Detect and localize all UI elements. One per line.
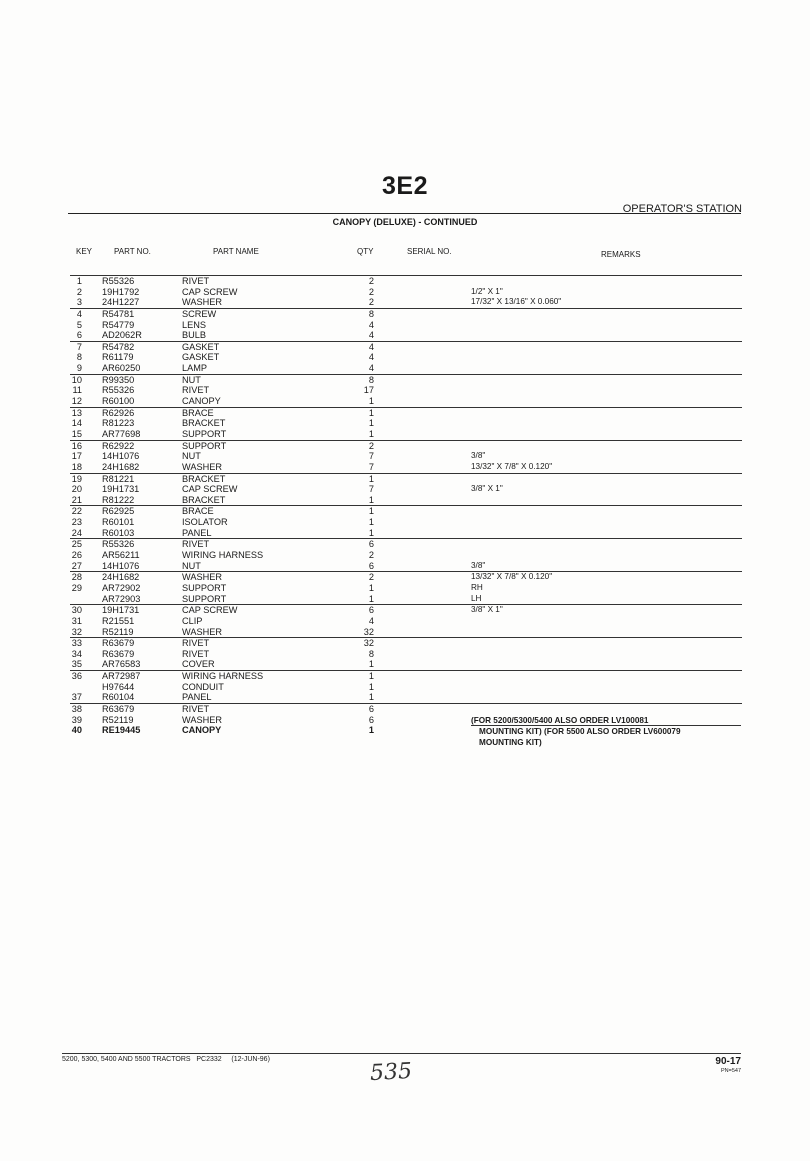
cell-qty: 1 [368,527,374,538]
cell-part-no: 24H1227 [102,297,140,308]
cell-part-no: H97644 [102,681,135,692]
cell-qty: 1 [368,681,374,692]
table-row [70,484,742,495]
cell-key: 9 [76,363,82,374]
cell-key: 4 [76,308,82,319]
cell-key: 5 [76,319,82,330]
cell-key: 19 [71,473,82,484]
footer-rule [62,1053,741,1054]
cell-key: 21 [71,494,82,505]
page-title: 3E2 [382,172,428,200]
cell-part-name: BULB [182,330,207,341]
cell-part-name: GASKET [182,341,220,352]
remarks-line: MOUNTING KIT) (FOR 5500 ALSO ORDER LV600079 [479,727,681,736]
cell-part-no: R52119 [102,626,134,637]
table-row [70,670,742,682]
cell-qty: 1 [368,593,374,604]
table-row [70,407,742,419]
section-name: OPERATOR'S STATION [622,203,742,215]
cell-part-no: 24H1682 [102,572,140,583]
cell-key: 27 [71,560,82,571]
cell-key: 33 [71,638,82,649]
table-row [70,517,742,528]
cell-part-no: R63679 [102,648,135,659]
remarks-line: (FOR 5200/5300/5400 ALSO ORDER LV100081 [471,716,649,725]
cell-qty: 1 [368,659,374,670]
cell-part-name: ISOLATOR [182,517,228,528]
table-row [70,275,742,287]
cell-key: 20 [71,484,82,495]
cell-part-name: WASHER [182,626,222,637]
cell-key: 30 [71,605,82,616]
cell-remarks: 1/2" X 1" [471,286,503,296]
cell-part-name: WASHER [182,461,222,472]
cell-part-no: 14H1076 [102,451,140,462]
table-row [70,637,742,649]
cell-key: 15 [71,428,82,439]
cell-part-name: SCREW [182,308,217,319]
cell-part-name: NUT [182,560,201,571]
cell-part-no: AD2062R [102,330,142,341]
cell-part-no: R81221 [102,473,135,484]
cell-qty: 2 [368,550,374,561]
cell-qty: 1 [368,506,374,517]
cell-qty: 1 [368,671,374,682]
cell-key: 23 [71,517,82,528]
table-row [70,363,742,374]
table-row [70,528,742,539]
table-row [70,616,742,627]
cell-part-name: SUPPORT [182,593,227,604]
cell-qty: 32 [363,626,374,637]
remarks-line: MOUNTING KIT) [479,738,542,747]
table-row [70,440,742,452]
cell-part-no: R61179 [102,352,134,363]
table-row [70,308,742,320]
cell-part-name: RIVET [182,539,210,550]
table-row [70,538,742,550]
table-row [70,505,742,517]
cell-part-name: PANEL [182,527,212,538]
table-row [70,418,742,429]
cell-remarks: RH [471,582,483,592]
cell-qty: 4 [368,615,374,626]
cell-part-no: R54779 [102,319,135,330]
cell-part-name: LAMP [182,363,208,374]
table-row [70,451,742,462]
cell-qty: 6 [368,714,374,725]
cell-part-no: R54781 [102,308,135,319]
cell-qty: 6 [368,539,374,550]
cell-key: 7 [76,341,82,352]
cell-qty: 1 [368,418,374,429]
cell-qty: 1 [368,428,374,439]
cell-remarks: 3/8" [471,560,486,570]
handwritten-note: 535 [369,1058,413,1087]
table-row [70,627,742,638]
cell-part-no: 19H1731 [102,605,140,616]
cell-part-name: NUT [182,374,201,385]
table-row [70,550,742,561]
parts-table [70,275,742,736]
cell-qty: 8 [368,648,374,659]
cell-part-no: AR72987 [102,671,141,682]
cell-key: 16 [71,440,82,451]
column-header-part-no: PART NO. [114,247,151,256]
cell-key: 1 [76,276,82,286]
cell-key: 39 [71,714,82,725]
remarks-rule [471,725,741,726]
cell-remarks: LH [471,593,482,603]
table-row [70,297,742,308]
cell-remarks: 3/8" [471,451,486,461]
cell-part-no: R52119 [102,714,134,725]
cell-qty: 4 [368,319,374,330]
cell-part-name: RIVET [182,648,210,659]
cell-qty: 17 [363,385,374,396]
cell-qty: 1 [368,692,374,703]
cell-part-no: R54782 [102,341,135,352]
cell-part-name: WIRING HARNESS [182,671,264,682]
cell-qty: 32 [363,638,374,649]
cell-part-name: WIRING HARNESS [182,550,264,561]
table-row [70,604,742,616]
cell-qty: 1 [368,473,374,484]
table-row [70,594,742,605]
cell-part-name: WASHER [182,297,222,308]
table-row [70,649,742,660]
cell-part-no: R62926 [102,407,135,418]
cell-part-name: BRACKET [182,418,226,429]
cell-part-no: 14H1076 [102,560,140,571]
cell-part-no: RE19445 [102,725,141,736]
pn-number: PN=547 [720,1068,741,1074]
cell-part-name: RIVET [182,385,210,396]
cell-part-no: R81223 [102,418,135,429]
cell-qty: 6 [368,560,374,571]
cell-part-no: R55326 [102,385,135,396]
cell-key: 17 [71,451,82,462]
cell-key: 2 [76,286,82,297]
cell-part-name: RIVET [182,276,210,286]
cell-key: 10 [71,374,82,385]
cell-key: 36 [71,671,82,682]
cell-part-no: R60104 [102,692,135,703]
cell-part-no: AR76583 [102,659,141,670]
cell-part-no: 19H1731 [102,484,140,495]
cell-qty: 1 [368,396,374,407]
cell-remarks: 3/8" X 1" [471,484,503,494]
cell-part-name: COVER [182,659,215,670]
cell-key: 26 [71,550,82,561]
column-header-remarks: REMARKS [601,250,641,259]
cell-key: 12 [71,396,82,407]
cell-part-no: R55326 [102,276,135,286]
cell-part-name: SUPPORT [182,582,227,593]
cell-part-no: R99350 [102,374,135,385]
column-header-key: KEY [76,247,93,256]
cell-key: 22 [71,506,82,517]
cell-part-no: AR72902 [102,582,141,593]
cell-qty: 2 [368,276,374,286]
cell-part-no: R62922 [102,440,135,451]
cell-key: 28 [71,572,82,583]
cell-part-no: R62925 [102,506,135,517]
remarks-item-40 [471,715,681,748]
cell-part-name: RIVET [182,638,210,649]
table-row [70,571,742,583]
cell-key: 13 [71,407,82,418]
cell-part-name: BRACE [182,506,214,517]
cell-qty: 1 [368,407,374,418]
cell-part-no: AR72903 [102,593,141,604]
cell-key: 31 [71,615,82,626]
cell-key: 14 [71,418,82,429]
table-row [70,374,742,386]
cell-part-name: PANEL [182,692,212,703]
cell-qty: 4 [368,363,374,374]
cell-part-no: R63679 [102,703,135,714]
table-row [70,352,742,363]
cell-qty: 2 [368,572,374,583]
table-row [70,462,742,473]
cell-part-no: R55326 [102,539,135,550]
cell-part-no: 19H1792 [102,286,140,297]
cell-part-name: CONDUIT [182,681,224,692]
cell-key: 18 [71,461,82,472]
cell-part-no: R63679 [102,638,135,649]
table-row [70,703,742,715]
cell-key: 6 [76,330,82,341]
column-header-qty: QTY [357,247,374,256]
cell-part-no: R21551 [102,615,135,626]
cell-part-no: 24H1682 [102,461,140,472]
cell-key: 37 [71,692,82,703]
cell-remarks: 3/8" X 1" [471,605,503,615]
footer-model-info: 5200, 5300, 5400 AND 5500 TRACTORS PC2332 (12-JUN-96) [62,1056,270,1063]
cell-qty: 2 [368,440,374,451]
cell-part-no: R81222 [102,494,135,505]
cell-part-name: SUPPORT [182,428,227,439]
cell-qty: 4 [368,352,374,363]
table-row [70,583,742,594]
cell-part-name: CAP SCREW [182,484,238,495]
table-row [70,473,742,485]
cell-part-name: WASHER [182,572,222,583]
cell-part-name: CAP SCREW [182,605,238,616]
table-row [70,385,742,396]
page-number: 90-17 [715,1056,741,1067]
table-row [70,429,742,440]
table-row [70,659,742,670]
table-row [70,682,742,693]
cell-key: 3 [76,297,82,308]
table-row [70,330,742,341]
cell-part-name: GASKET [182,352,220,363]
page-subtitle: CANOPY (DELUXE) - CONTINUED [332,217,478,227]
cell-remarks: 13/32" X 7/8" X 0.120" [471,572,553,582]
cell-part-name: CAP SCREW [182,286,238,297]
cell-part-no: AR60250 [102,363,141,374]
cell-key: 34 [71,648,82,659]
cell-qty: 2 [368,286,374,297]
cell-part-name: BRACKET [182,494,226,505]
cell-part-name: RIVET [182,703,210,714]
cell-remarks: 13/32" X 7/8" X 0.120" [471,461,553,471]
cell-qty: 7 [368,461,374,472]
cell-qty: 8 [368,374,374,385]
cell-qty: 1 [368,582,374,593]
header-rule [68,213,741,214]
table-row [70,692,742,703]
cell-part-name: WASHER [182,714,222,725]
cell-part-name: CANOPY [182,396,221,407]
cell-qty: 6 [368,605,374,616]
column-header-part-name: PART NAME [213,247,259,256]
cell-key: 29 [71,582,82,593]
cell-part-name: BRACE [182,407,214,418]
cell-part-name: CANOPY [182,725,222,736]
cell-part-no: AR56211 [102,550,140,561]
cell-qty: 7 [368,484,374,495]
cell-key: 8 [76,352,82,363]
cell-part-no: R60103 [102,527,135,538]
cell-part-name: CLIP [182,615,203,626]
cell-part-name: NUT [182,451,201,462]
column-header-serial-no: SERIAL NO. [407,247,452,256]
cell-qty: 2 [368,297,374,308]
cell-part-name: SUPPORT [182,440,227,451]
cell-key: 32 [71,626,82,637]
cell-key: 35 [71,659,82,670]
cell-qty: 6 [368,703,374,714]
table-row [70,287,742,298]
cell-qty: 4 [368,330,374,341]
table-row [70,495,742,506]
cell-key: 25 [71,539,82,550]
cell-part-name: LENS [182,319,207,330]
cell-key: 38 [71,703,82,714]
cell-qty: 8 [368,308,374,319]
cell-qty: 4 [368,341,374,352]
cell-key: 24 [71,527,82,538]
table-row [70,341,742,353]
cell-part-no: R60101 [102,517,135,528]
cell-key: 11 [72,385,82,396]
cell-remarks: 17/32" X 13/16" X 0.060" [471,297,562,307]
cell-key: 40 [71,725,82,736]
cell-qty: 7 [368,451,374,462]
cell-qty: 1 [368,494,374,505]
cell-part-no: R60100 [102,396,135,407]
cell-part-no: AR77698 [102,428,141,439]
cell-part-name: BRACKET [182,473,226,484]
table-row [70,320,742,331]
table-row [70,396,742,407]
table-row [70,561,742,572]
cell-qty: 1 [368,725,374,736]
cell-qty: 1 [368,517,374,528]
